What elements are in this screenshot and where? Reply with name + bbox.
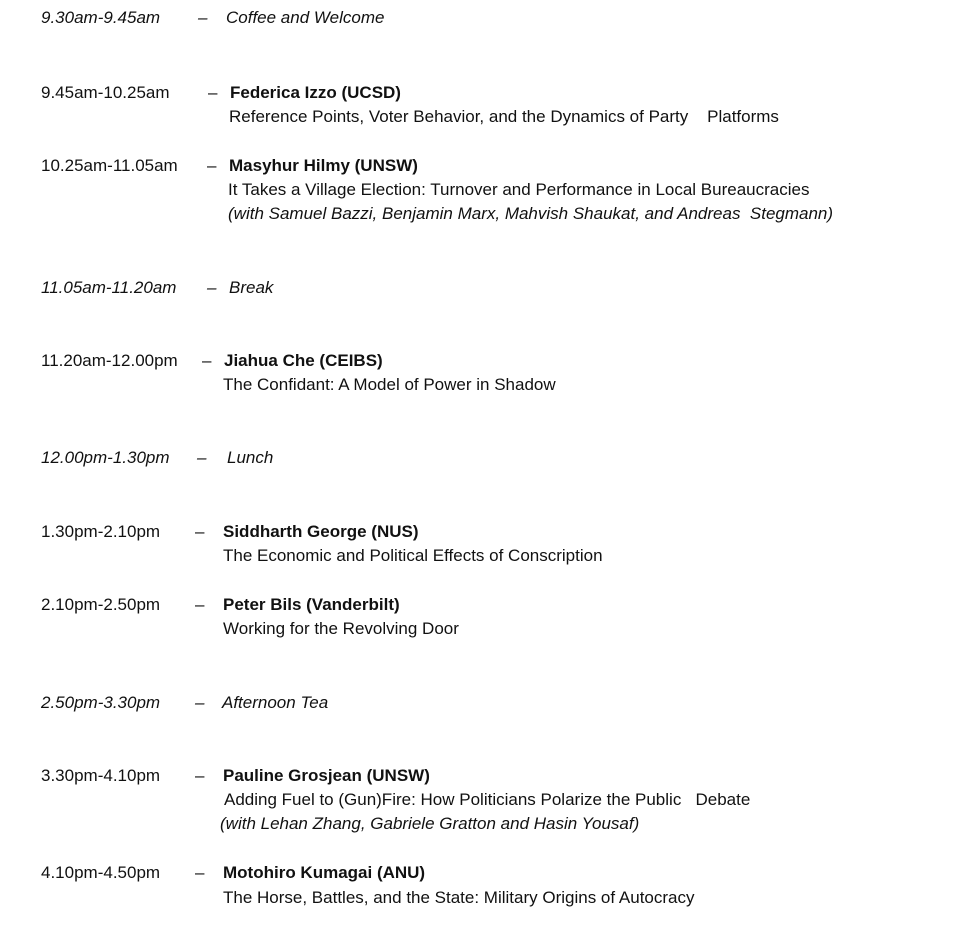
speaker-name: Peter Bils (Vanderbilt)	[223, 595, 400, 614]
dash-separator: –	[195, 863, 205, 882]
speaker-name: Pauline Grosjean (UNSW)	[223, 766, 430, 785]
speaker-name: Jiahua Che (CEIBS)	[224, 351, 383, 370]
session-time: 4.10pm-4.50pm	[41, 863, 161, 882]
session-time: 9.45am-10.25am	[41, 83, 170, 102]
session-time: 3.30pm-4.10pm	[41, 766, 161, 785]
paper-title: The Confidant: A Model of Power in Shadow	[223, 375, 556, 394]
session-time: 10.25am-11.05am	[41, 156, 178, 175]
session-time: 2.10pm-2.50pm	[41, 595, 161, 614]
dash-separator: –	[207, 278, 217, 297]
dash-separator: –	[202, 351, 212, 370]
session-time: 1.30pm-2.10pm	[41, 522, 161, 541]
dash-separator: –	[197, 448, 207, 467]
speaker-name: Motohiro Kumagai (ANU)	[223, 863, 426, 882]
dash-separator: –	[207, 156, 217, 175]
session-time: 12.00pm-1.30pm	[41, 448, 170, 467]
paper-title: The Horse, Battles, and the State: Military Origins of Autocracy	[223, 888, 695, 907]
session-time: 9.30am-9.45am	[41, 8, 161, 27]
speaker-name: Masyhur Hilmy (UNSW)	[229, 156, 418, 175]
break-label: Coffee and Welcome	[226, 8, 385, 27]
session-time: 11.20am-12.00pm	[41, 351, 178, 370]
paper-title: The Economic and Political Effects of Conscription	[223, 546, 603, 565]
paper-title: It Takes a Village Election: Turnover and Performance in Local Bureaucracies	[228, 180, 810, 199]
session-time: 11.05am-11.20am	[41, 278, 177, 297]
dash-separator: –	[195, 595, 205, 614]
paper-title: Working for the Revolving Door	[223, 619, 459, 638]
break-label: Break	[229, 278, 274, 297]
break-label: Lunch	[227, 448, 274, 467]
dash-separator: –	[198, 8, 208, 27]
break-label: Afternoon Tea	[222, 693, 329, 712]
dash-separator: –	[195, 693, 205, 712]
coauthors: (with Samuel Bazzi, Benjamin Marx, Mahvish Shaukat, and Andreas Stegmann)	[228, 204, 834, 223]
paper-title: Adding Fuel to (Gun)Fire: How Politicians Polarize the Public Debate	[224, 790, 751, 809]
speaker-name: Federica Izzo (UCSD)	[230, 83, 401, 102]
session-time: 2.50pm-3.30pm	[41, 693, 161, 712]
coauthors: (with Lehan Zhang, Gabriele Gratton and Hasin Yousaf)	[220, 814, 640, 833]
paper-title: Reference Points, Voter Behavior, and the Dynamics of Party Platforms	[229, 107, 779, 126]
speaker-name: Siddharth George (NUS)	[223, 522, 419, 541]
dash-separator: –	[195, 766, 205, 785]
dash-separator: –	[208, 83, 218, 102]
dash-separator: –	[195, 522, 205, 541]
